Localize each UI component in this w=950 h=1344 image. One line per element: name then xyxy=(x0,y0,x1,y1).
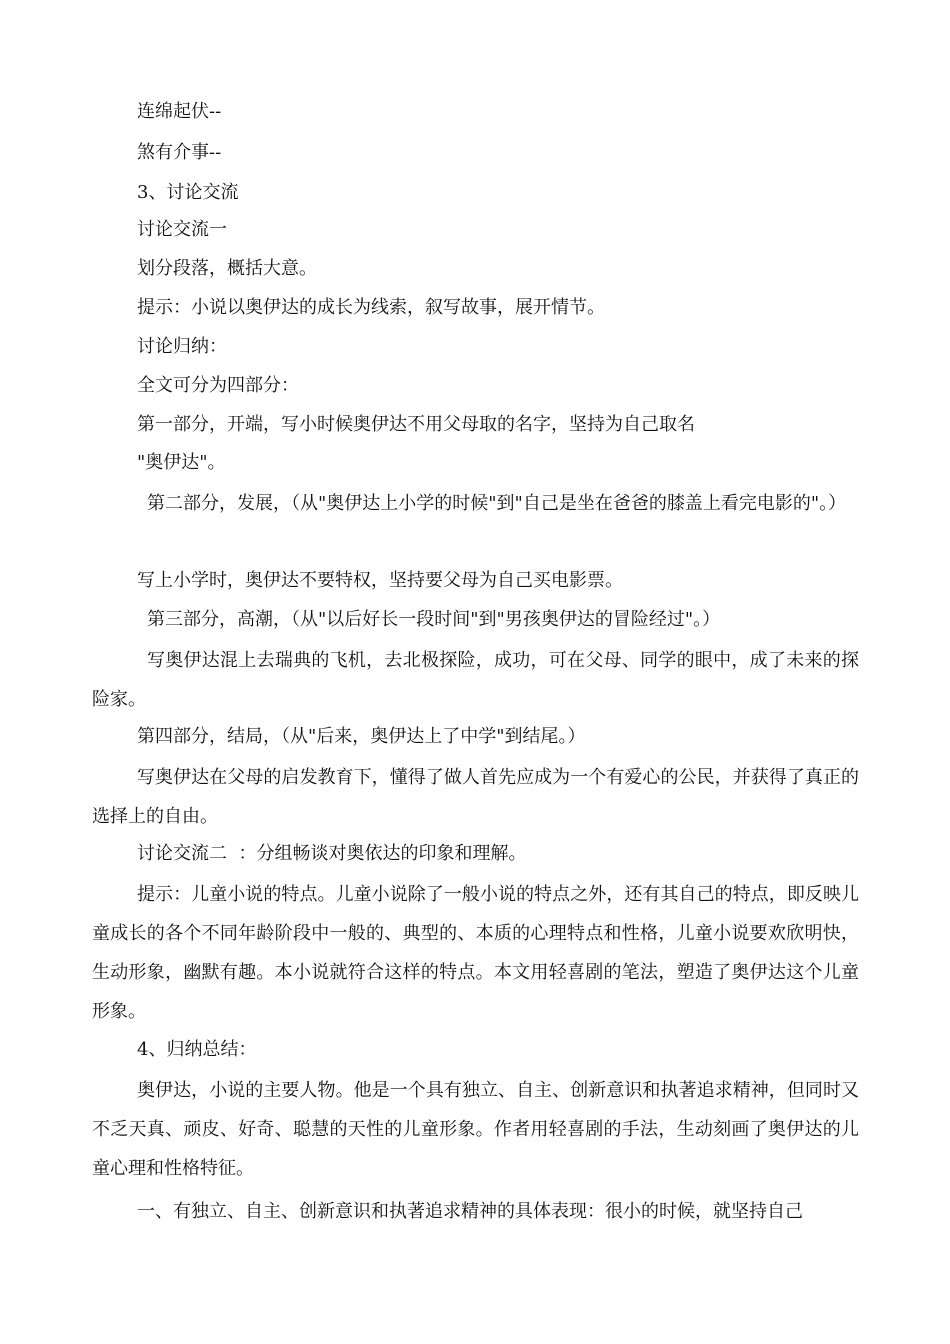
paragraph-part4: 写奥伊达在父母的启发教育下，懂得了做人首先应成为一个有爱心的公民，并获得了真正的选择上的自由。 xyxy=(92,767,859,827)
paragraph-summary: 奥伊达，小说的主要人物。他是一个具有独立、自主、创新意识和执著追求精神，但同时又不乏天真、顽皮、好奇、聪慧的天性的儿童形象。作者用轻喜剧的手法，生动刻画了奥伊达的儿童心理和性格特征。 xyxy=(92,1080,859,1179)
text-line: 第三部分，高潮，（从"以后好长一段时间"到"男孩奥伊达的冒险经过"。） xyxy=(147,609,721,630)
text-line: "奥伊达"。 xyxy=(137,452,226,473)
subsection-heading: 讨论交流一 xyxy=(137,219,227,240)
text-line: 第一部分，开端，写小时候奥伊达不用父母取的名字，坚持为自己取名 xyxy=(137,414,695,435)
text-line: 讨论归纳： xyxy=(137,336,227,357)
text-line: 第四部分，结局，（从"后来，奥伊达上了中学"到结尾。） xyxy=(137,726,586,747)
paragraph-part2: 第二部分，发展，（从"奥伊达上小学的时候"到"自己是坐在爸爸的膝盖上看完电影的"。） xyxy=(147,493,847,514)
subsection-heading: 讨论交流二 ：分组畅谈对奥依达的印象和理解。 xyxy=(137,843,527,864)
text-line: 煞有介事-- xyxy=(137,142,222,163)
section-heading: 3、讨论交流 xyxy=(137,182,239,203)
paragraph-hint: 提示：儿童小说的特点。儿童小说除了一般小说的特点之外，还有其自己的特点，即反映儿童成长的各个不同年龄阶段中一般的、典型的、本质的心理特点和性格，儿童小说要欢欣明快，生动形象，幽默有趣。本小说就符合这样的特点。本文用轻喜剧的笔法，塑造了奥伊达这个儿童形象。 xyxy=(92,884,859,1022)
paragraph-part3: 写奥伊达混上去瑞典的飞机，去北极探险，成功，可在父母、同学的眼中，成了未来的探险家。 xyxy=(92,650,859,710)
section-heading: 4、归纳总结： xyxy=(137,1039,257,1060)
hint-line: 提示：小说以奥伊达的成长为线索，叙写故事，展开情节。 xyxy=(137,297,605,318)
text-line: 连绵起伏-- xyxy=(137,101,222,122)
paragraph-point-one: 一、有独立、自主、创新意识和执著追求精神的具体表现：很小的时候，就坚持自己 xyxy=(137,1201,803,1222)
text-line: 写上小学时，奥伊达不要特权，坚持要父母为自己买电影票。 xyxy=(137,570,623,591)
text-line: 全文可分为四部分： xyxy=(137,375,299,396)
text-line: 划分段落，概括大意。 xyxy=(137,258,317,279)
